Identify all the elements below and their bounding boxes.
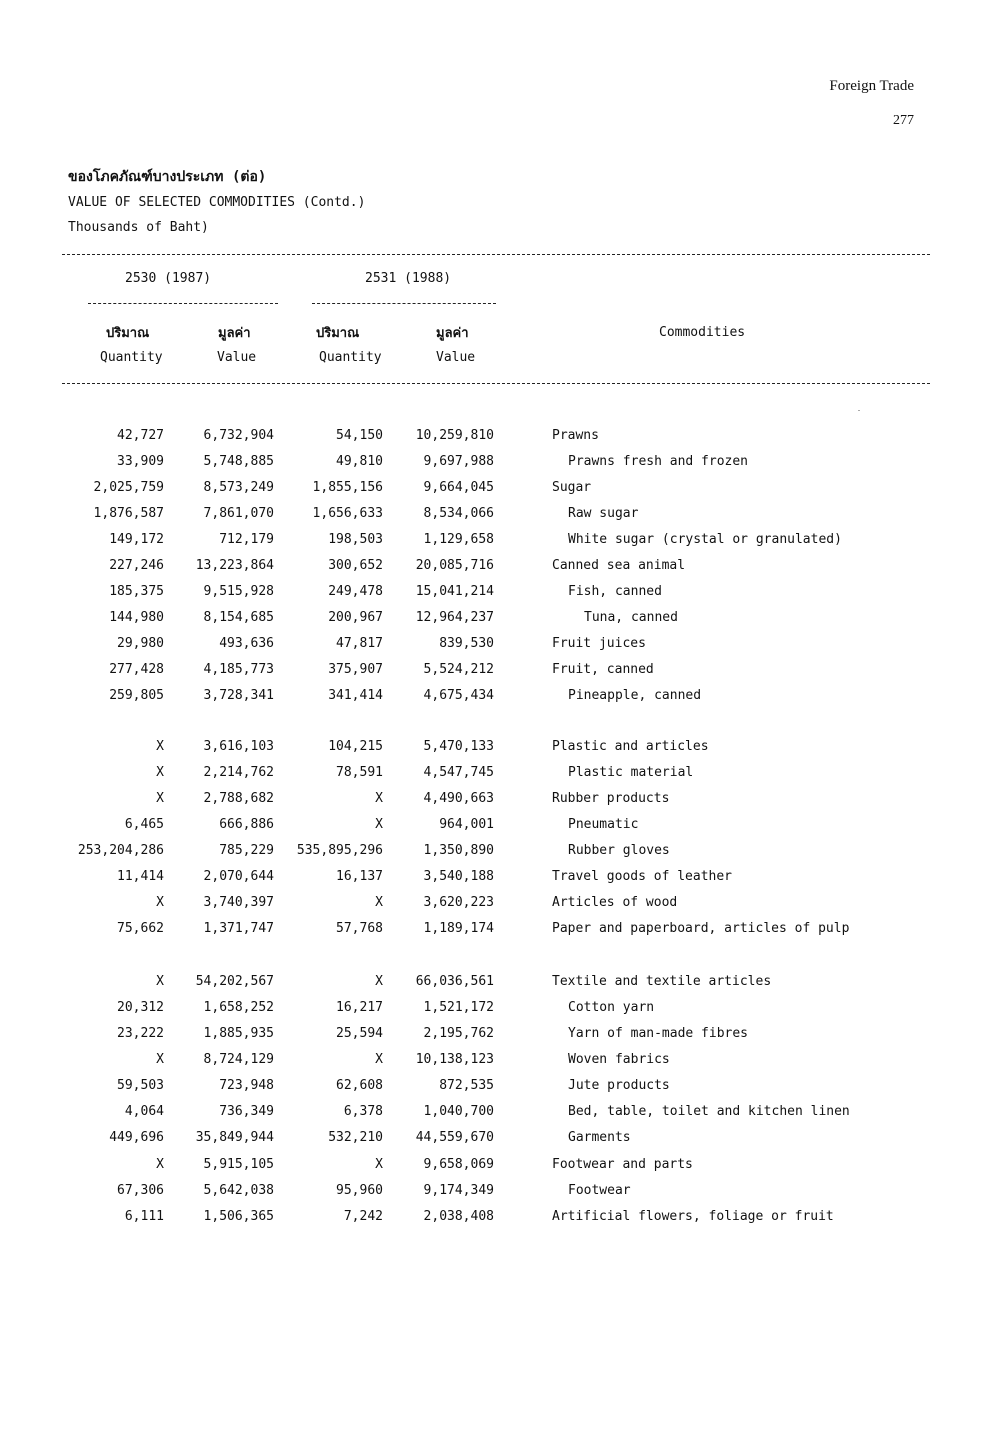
- qty-1988: 57,768: [336, 921, 383, 936]
- qty-1987: 277,428: [109, 662, 164, 677]
- commodity-name: Footwear: [568, 1183, 631, 1198]
- commodity-name: Rubber gloves: [568, 843, 670, 858]
- commodity-name: Fruit juices: [552, 636, 646, 651]
- qty-1988: 249,478: [328, 584, 383, 599]
- table-row: [0, 584, 990, 610]
- qty-1987: 4,064: [124, 1104, 164, 1119]
- qty-1988: 1,656,633: [312, 506, 383, 521]
- value-1987: 3,740,397: [203, 895, 274, 910]
- commodity-name: Plastic material: [568, 765, 694, 780]
- qty-en-1987: Quantity: [100, 350, 163, 365]
- unit-note: Thousands of Baht): [68, 220, 209, 235]
- table-row: [0, 1183, 990, 1209]
- table-row: [0, 532, 990, 558]
- value-1988: 15,041,214: [415, 584, 494, 599]
- table-row: [0, 817, 990, 843]
- qty-1987: 2,025,759: [93, 480, 164, 495]
- qty-1988: 54,150: [336, 428, 383, 443]
- qty-1988: 341,414: [328, 688, 383, 703]
- value-1988: 1,189,174: [423, 921, 494, 936]
- qty-1988: 16,217: [336, 1000, 383, 1015]
- value-1988: 4,547,745: [423, 765, 494, 780]
- qty-1987: 6,111: [124, 1209, 164, 1224]
- table-row: [0, 1104, 990, 1130]
- scan-speck: [858, 410, 860, 411]
- value-en-1988: Value: [436, 350, 476, 365]
- value-1988: 2,038,408: [423, 1209, 494, 1224]
- year-1988-header: 2531 (1988): [365, 271, 452, 286]
- commodity-name: Prawns: [552, 428, 599, 443]
- qty-1988: X: [375, 1052, 383, 1067]
- table-row: [0, 1157, 990, 1183]
- value-1988: 9,664,045: [423, 480, 494, 495]
- qty-1988: 6,378: [343, 1104, 383, 1119]
- table-row: [0, 662, 990, 688]
- commodity-name: Canned sea animal: [552, 558, 686, 573]
- qty-1988: 47,817: [336, 636, 383, 651]
- commodity-name: Pneumatic: [568, 817, 639, 832]
- qty-1987: X: [156, 1157, 164, 1172]
- header-bottom-rule: [62, 383, 930, 384]
- value-1987: 736,349: [219, 1104, 274, 1119]
- value-1987: 1,506,365: [203, 1209, 274, 1224]
- qty-1988: 532,210: [328, 1130, 383, 1145]
- qty-1987: 259,805: [109, 688, 164, 703]
- qty-1987: X: [156, 974, 164, 989]
- commodity-name: Rubber products: [552, 791, 670, 806]
- value-1988: 3,540,188: [423, 869, 494, 884]
- value-1988: 2,195,762: [423, 1026, 494, 1041]
- title-english: VALUE OF SELECTED COMMODITIES (Contd.): [68, 195, 366, 210]
- table-row: [0, 1130, 990, 1156]
- value-1988: 1,040,700: [423, 1104, 494, 1119]
- table-row: [0, 1078, 990, 1104]
- table-row: [0, 869, 990, 895]
- qty-1988: 375,907: [328, 662, 383, 677]
- qty-1987: 59,503: [117, 1078, 164, 1093]
- table-row: [0, 1052, 990, 1078]
- table-row: [0, 791, 990, 817]
- commodities-header: Commodities: [659, 325, 746, 340]
- qty-thai-1988: ปริมาณ: [316, 326, 360, 341]
- commodity-name: Yarn of man-made fibres: [568, 1026, 749, 1041]
- qty-1988: 1,855,156: [312, 480, 383, 495]
- table-row: [0, 895, 990, 921]
- commodity-name: Jute products: [568, 1078, 670, 1093]
- value-1987: 1,885,935: [203, 1026, 274, 1041]
- value-1987: 9,515,928: [203, 584, 274, 599]
- commodity-name: Fruit, canned: [552, 662, 654, 677]
- value-1988: 9,174,349: [423, 1183, 494, 1198]
- value-1987: 2,214,762: [203, 765, 274, 780]
- value-1988: 4,490,663: [423, 791, 494, 806]
- value-1987: 3,728,341: [203, 688, 274, 703]
- table-row: [0, 765, 990, 791]
- value-1988: 44,559,670: [415, 1130, 494, 1145]
- qty-1988: 16,137: [336, 869, 383, 884]
- value-1988: 4,675,434: [423, 688, 494, 703]
- qty-1987: 144,980: [109, 610, 164, 625]
- qty-1987: 185,375: [109, 584, 164, 599]
- table-row: [0, 974, 990, 1000]
- table-row: [0, 1026, 990, 1052]
- commodity-name: Plastic and articles: [552, 739, 709, 754]
- qty-1987: X: [156, 765, 164, 780]
- commodity-name: Sugar: [552, 480, 592, 495]
- qty-1987: X: [156, 895, 164, 910]
- qty-1988: 25,594: [336, 1026, 383, 1041]
- table-row: [0, 1209, 990, 1235]
- commodity-name: Paper and paperboard, articles of pulp: [552, 921, 850, 936]
- qty-1988: 198,503: [328, 532, 383, 547]
- table-row: [0, 739, 990, 765]
- value-1988: 872,535: [439, 1078, 494, 1093]
- qty-1987: X: [156, 739, 164, 754]
- qty-1988: 78,591: [336, 765, 383, 780]
- value-1988: 3,620,223: [423, 895, 494, 910]
- qty-1987: 33,909: [117, 454, 164, 469]
- value-1987: 1,658,252: [203, 1000, 274, 1015]
- value-1987: 3,616,103: [203, 739, 274, 754]
- qty-1988: X: [375, 817, 383, 832]
- value-1988: 66,036,561: [415, 974, 494, 989]
- qty-1988: 200,967: [328, 610, 383, 625]
- qty-1988: 95,960: [336, 1183, 383, 1198]
- commodity-name: Artificial flowers, foliage or fruit: [552, 1209, 834, 1224]
- qty-1988: 7,242: [343, 1209, 383, 1224]
- qty-1987: 227,246: [109, 558, 164, 573]
- value-1988: 10,138,123: [415, 1052, 494, 1067]
- value-1987: 35,849,944: [195, 1130, 274, 1145]
- qty-1988: X: [375, 895, 383, 910]
- qty-1988: X: [375, 974, 383, 989]
- table-row: [0, 1000, 990, 1026]
- qty-thai-1987: ปริมาณ: [106, 326, 150, 341]
- commodity-name: Cotton yarn: [568, 1000, 655, 1015]
- qty-1988: 300,652: [328, 558, 383, 573]
- qty-1987: 11,414: [117, 869, 164, 884]
- year-1987-header: 2530 (1987): [125, 271, 212, 286]
- value-1987: 8,573,249: [203, 480, 274, 495]
- qty-1987: 253,204,286: [77, 843, 164, 858]
- table-row: [0, 558, 990, 584]
- value-1988: 8,534,066: [423, 506, 494, 521]
- value-1987: 712,179: [219, 532, 274, 547]
- table-row: [0, 610, 990, 636]
- year-1988-rule: [312, 303, 496, 304]
- qty-1988: X: [375, 1157, 383, 1172]
- title-thai: ของโภคภัณฑ์บางประเภท (ต่อ): [68, 169, 267, 185]
- value-1988: 9,697,988: [423, 454, 494, 469]
- value-1988: 1,129,658: [423, 532, 494, 547]
- value-1987: 1,371,747: [203, 921, 274, 936]
- qty-1987: 449,696: [109, 1130, 164, 1145]
- qty-1987: 20,312: [117, 1000, 164, 1015]
- table-row: [0, 506, 990, 532]
- value-1987: 13,223,864: [195, 558, 274, 573]
- table-row: [0, 636, 990, 662]
- year-1987-rule: [88, 303, 278, 304]
- value-1987: 5,915,105: [203, 1157, 274, 1172]
- qty-1988: 104,215: [328, 739, 383, 754]
- value-1987: 4,185,773: [203, 662, 274, 677]
- qty-1987: 23,222: [117, 1026, 164, 1041]
- commodity-name: Travel goods of leather: [552, 869, 733, 884]
- qty-1987: 29,980: [117, 636, 164, 651]
- value-1987: 54,202,567: [195, 974, 274, 989]
- commodity-name: Textile and textile articles: [552, 974, 772, 989]
- running-head: Foreign Trade: [829, 78, 914, 94]
- qty-1988: 535,895,296: [296, 843, 383, 858]
- qty-en-1988: Quantity: [319, 350, 382, 365]
- commodity-name: White sugar (crystal or granulated): [568, 532, 842, 547]
- qty-1987: 149,172: [109, 532, 164, 547]
- value-1987: 7,861,070: [203, 506, 274, 521]
- table-row: [0, 454, 990, 480]
- qty-1987: 1,876,587: [93, 506, 164, 521]
- qty-1988: 49,810: [336, 454, 383, 469]
- value-1988: 964,001: [439, 817, 494, 832]
- value-1987: 493,636: [219, 636, 274, 651]
- qty-1988: 62,608: [336, 1078, 383, 1093]
- table-row: [0, 428, 990, 454]
- commodity-name: Garments: [568, 1130, 631, 1145]
- value-thai-1988: มูลค่า: [436, 326, 469, 341]
- qty-1987: 42,727: [117, 428, 164, 443]
- value-1988: 20,085,716: [415, 558, 494, 573]
- value-1987: 2,070,644: [203, 869, 274, 884]
- value-1987: 785,229: [219, 843, 274, 858]
- value-1988: 839,530: [439, 636, 494, 651]
- value-1987: 8,724,129: [203, 1052, 274, 1067]
- qty-1987: 6,465: [124, 817, 164, 832]
- commodity-name: Bed, table, toilet and kitchen linen: [568, 1104, 850, 1119]
- value-1988: 10,259,810: [415, 428, 494, 443]
- commodity-name: Prawns fresh and frozen: [568, 454, 749, 469]
- qty-1987: X: [156, 791, 164, 806]
- page-number: 277: [893, 113, 914, 128]
- commodity-name: Fish, canned: [568, 584, 662, 599]
- table-title-block: [68, 165, 365, 240]
- value-1987: 6,732,904: [203, 428, 274, 443]
- value-thai-1987: มูลค่า: [218, 326, 251, 341]
- table-row: [0, 480, 990, 506]
- value-en-1987: Value: [217, 350, 257, 365]
- qty-1987: 67,306: [117, 1183, 164, 1198]
- commodity-name: Raw sugar: [568, 506, 639, 521]
- qty-1987: X: [156, 1052, 164, 1067]
- value-1987: 666,886: [219, 817, 274, 832]
- value-1988: 1,350,890: [423, 843, 494, 858]
- value-1987: 2,788,682: [203, 791, 274, 806]
- qty-1987: 75,662: [117, 921, 164, 936]
- value-1987: 5,748,885: [203, 454, 274, 469]
- value-1987: 8,154,685: [203, 610, 274, 625]
- table-row: [0, 843, 990, 869]
- value-1988: 1,521,172: [423, 1000, 494, 1015]
- value-1987: 5,642,038: [203, 1183, 274, 1198]
- top-rule: [62, 254, 930, 255]
- commodity-name: Tuna, canned: [584, 610, 678, 625]
- value-1988: 5,524,212: [423, 662, 494, 677]
- table-row: [0, 688, 990, 714]
- value-1988: 5,470,133: [423, 739, 494, 754]
- value-1987: 723,948: [219, 1078, 274, 1093]
- commodity-name: Articles of wood: [552, 895, 678, 910]
- qty-1988: X: [375, 791, 383, 806]
- commodity-name: Woven fabrics: [568, 1052, 670, 1067]
- commodity-name: Footwear and parts: [552, 1157, 693, 1172]
- value-1988: 12,964,237: [415, 610, 494, 625]
- value-1988: 9,658,069: [423, 1157, 494, 1172]
- table-row: [0, 921, 990, 947]
- commodity-name: Pineapple, canned: [568, 688, 702, 703]
